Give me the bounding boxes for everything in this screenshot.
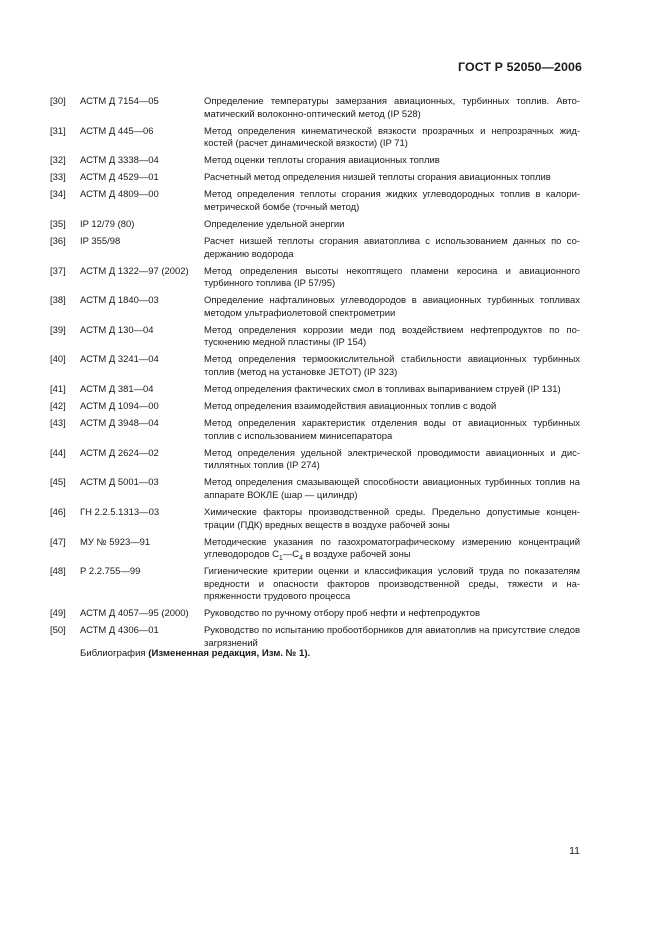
reference-item (50, 537, 580, 562)
reference-title-end: в воздухе рабочей зоны (303, 549, 411, 561)
reference-code: АСТМ Д 445—06 (80, 125, 154, 137)
reference-number: [35] (50, 218, 66, 230)
reference-title: Метод определения термоокислительной стабильности авиационных турбинных топлив (метод на установке JETOT) (IP 323) (204, 354, 580, 378)
reference-code: АСТМ Д 381—04 (80, 384, 154, 396)
reference-item (50, 477, 580, 502)
reference-code: АСТМ Д 3241—04 (80, 354, 159, 366)
reference-number: [36] (50, 236, 66, 248)
reference-code: Р 2.2.755—99 (80, 566, 141, 578)
reference-item (50, 608, 580, 621)
document-header: ГОСТ Р 52050—2006 (458, 60, 582, 74)
reference-number: [47] (50, 536, 66, 548)
reference-title: Определение нафталиновых углеводородов в авиационных турбинных топливах методом ультрафиолетовой спектрометрии (204, 295, 580, 319)
reference-code: АСТМ Д 7154—05 (80, 96, 159, 107)
reference-number: [31] (50, 125, 66, 137)
reference-item (50, 401, 580, 414)
reference-code: АСТМ Д 4809—00 (80, 189, 159, 201)
reference-title: Метод определения высоты некоптящего пламени керосина и авиационного турбинного топлива (IP 57/95) (204, 265, 580, 290)
reference-title: Метод оценки теплоты сгорания авиационных топлив (204, 155, 440, 167)
reference-code: АСТМ Д 130—04 (80, 324, 154, 336)
reference-item (50, 418, 580, 443)
reference-title: Метод определения теплоты сгорания жидких углеводородных топлив в калориметрической бомбе (точный метод) (204, 189, 580, 213)
reference-title: Метод определения смазывающей способности авиационных турбинных топлив на аппарате ВОКЛЕ (шар — цилиндр) (204, 477, 580, 501)
reference-number: [44] (50, 447, 66, 459)
reference-code: АСТМ Д 4306—01 (80, 625, 159, 637)
reference-item (50, 354, 580, 379)
reference-number: [32] (50, 155, 66, 167)
reference-title: Руководство по ручному отбору проб нефти и нефтепродуктов (204, 608, 481, 620)
reference-number: [45] (50, 477, 66, 489)
reference-item (50, 96, 580, 121)
reference-item (50, 189, 580, 214)
reference-number: [37] (50, 265, 66, 277)
reference-number: [39] (50, 324, 66, 336)
reference-number: [30] (50, 96, 66, 107)
reference-number: [38] (50, 295, 66, 307)
reference-item (50, 295, 580, 320)
reference-number: [41] (50, 384, 66, 396)
reference-number: [34] (50, 189, 66, 201)
reference-code: АСТМ Д 3948—04 (80, 418, 159, 430)
reference-item (50, 266, 580, 291)
amendment-note-bold: (Измененная редакция, Изм. № 1). (148, 648, 311, 659)
reference-code: АСТМ Д 1322—97 (2002) (80, 265, 189, 277)
reference-title: Расчетный метод определения низшей теплоты сгорания авиационных топлив (204, 172, 551, 184)
reference-item (50, 448, 580, 473)
reference-title: Определение удельной энергии (204, 218, 345, 230)
reference-title: Руководство по испытанию пробоотборников для авиатоплив на присутствие следов загрязнений (204, 625, 580, 649)
reference-item (50, 566, 580, 604)
page-number: 11 (569, 845, 580, 857)
reference-title: Метод определения коррозии меди под воздействием нефтепродуктов по потускнению медной пластины (IP 154) (204, 324, 580, 349)
reference-code: IP 12/79 (80) (80, 218, 135, 230)
reference-code: АСТМ Д 4057—95 (2000) (80, 608, 189, 620)
reference-item (50, 155, 580, 168)
reference-item (50, 219, 580, 232)
reference-number: [46] (50, 507, 66, 518)
reference-title: Метод определения характеристик отделения воды от авиационных турбинных топлив с использованием минисепаратора (204, 418, 580, 442)
reference-number: [48] (50, 566, 66, 578)
reference-title: Метод определения удельной электрической проводимости авиационных и дистиллятных топлив (IP 274) (204, 447, 580, 472)
reference-number: [42] (50, 401, 66, 413)
amendment-note (80, 648, 310, 659)
reference-code: АСТМ Д 4529—01 (80, 172, 159, 184)
reference-number: [43] (50, 418, 66, 430)
reference-code: АСТМ Д 2624—02 (80, 447, 159, 459)
reference-item (50, 507, 580, 532)
reference-item (50, 625, 580, 650)
reference-code: ГН 2.2.5.1313—03 (80, 507, 160, 518)
reference-number: [40] (50, 354, 66, 366)
reference-code: IP 355/98 (80, 236, 121, 248)
reference-item (50, 325, 580, 350)
reference-code: АСТМ Д 1840—03 (80, 295, 159, 307)
reference-title (204, 537, 580, 562)
reference-title: Гигиенические критерии оценки и классификация условий труда по показателям вредности и опасности факторов производственной среды, тяжести и напряженности трудового процесса (204, 566, 580, 603)
reference-item (50, 384, 580, 397)
reference-item (50, 236, 580, 261)
amendment-note-prefix: Библиография (80, 648, 149, 659)
reference-title: Метод определения взаимодействия авиационных топлив с водой (204, 401, 497, 413)
reference-title-start: Методические указания по газохроматографическому измерению концентраций углеводородов С (204, 536, 580, 561)
bibliography-list (50, 96, 580, 655)
reference-title: Химические факторы производственной среды. Предельно допустимые концентрации (ПДК) вредных веществ в воздухе рабочей зоны (204, 507, 580, 531)
reference-code: АСТМ Д 3338—04 (80, 155, 159, 167)
reference-number: [33] (50, 172, 66, 184)
reference-code: МУ № 5923—91 (80, 536, 151, 548)
reference-item (50, 172, 580, 185)
reference-title: Расчет низшей теплоты сгорания авиатоплива с использованием данных по содержанию водорода (204, 236, 580, 260)
reference-number: [49] (50, 608, 66, 620)
reference-title: Метод определения кинематической вязкости прозрачных и непрозрачных жидкостей (расчет динамической вязкости) (IP 71) (204, 125, 580, 150)
reference-number: [50] (50, 625, 66, 637)
reference-item (50, 126, 580, 151)
subscript-4: 4 (299, 554, 303, 562)
subscript-1: 1 (278, 554, 283, 562)
reference-code: АСТМ Д 5001—03 (80, 477, 159, 489)
reference-title: Определение температуры замерзания авиационных, турбинных топлив. Автоматический волоконно-оптический метод (IP 528) (204, 96, 580, 120)
reference-title-mid: —С (282, 549, 300, 561)
reference-title: Метод определения фактических смол в топливах выпариванием струей (IP 131) (204, 384, 561, 396)
reference-code: АСТМ Д 1094—00 (80, 401, 159, 413)
